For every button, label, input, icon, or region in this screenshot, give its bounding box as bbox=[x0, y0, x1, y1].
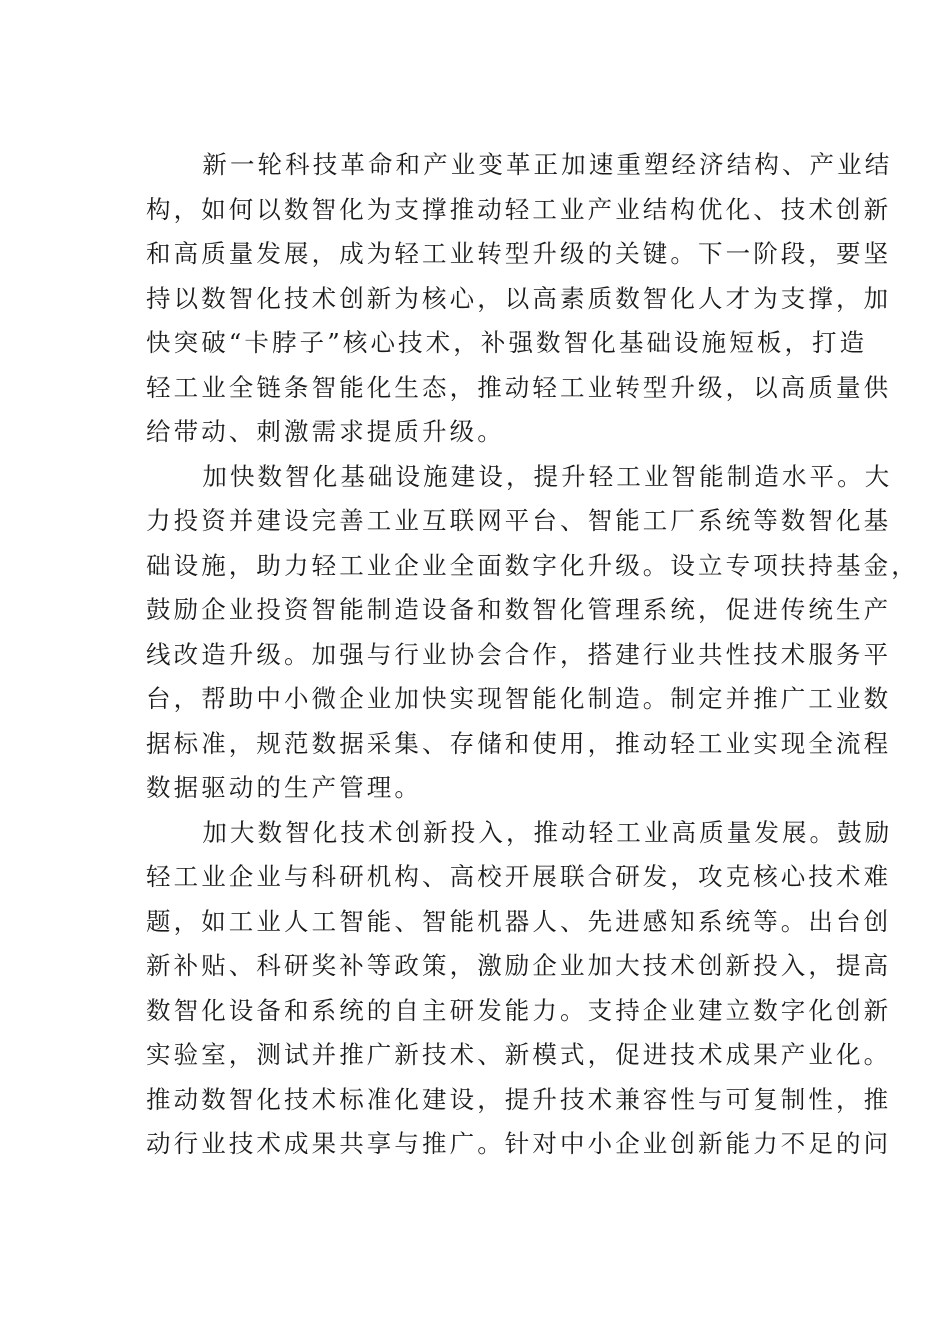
paragraph-line: 题，如工业人工智能、智能机器人、先进感知系统等。出台创 bbox=[146, 906, 892, 936]
paragraph-line: 持以数智化技术创新为核心，以高素质数智化人才为支撑，加 bbox=[146, 283, 892, 313]
paragraph-line: 据标准，规范数据采集、存储和使用，推动轻工业实现全流程 bbox=[146, 728, 892, 758]
paragraph-2 bbox=[146, 455, 919, 811]
paragraph-3 bbox=[146, 811, 893, 1167]
document-body bbox=[146, 143, 919, 1167]
paragraph-line: 动行业技术成果共享与推广。针对中小企业创新能力不足的问 bbox=[146, 1129, 892, 1158]
paragraph-line: 数智化设备和系统的自主研发能力。支持企业建立数字化创新 bbox=[146, 995, 892, 1025]
paragraph-line: 力投资并建设完善工业互联网平台、智能工厂系统等数智化基 bbox=[146, 506, 892, 535]
paragraph-line: 快突破“卡脖子”核心技术，补强数智化基础设施短板，打造 bbox=[146, 328, 868, 357]
paragraph-line: 加大数智化技术创新投入，推动轻工业高质量发展。鼓励 bbox=[202, 817, 893, 847]
paragraph-line: 轻工业全链条智能化生态，推动轻工业转型升级，以高质量供 bbox=[146, 372, 892, 402]
paragraph-line: 轻工业企业与科研机构、高校开展联合研发，攻克核心技术难 bbox=[146, 862, 892, 891]
paragraph-line: 构，如何以数智化为支撑推动轻工业产业结构优化、技术创新 bbox=[146, 194, 892, 224]
paragraph-line: 和高质量发展，成为轻工业转型升级的关键。下一阶段，要坚 bbox=[146, 239, 892, 268]
paragraph-line: 鼓励企业投资智能制造设备和数智化管理系统，促进传统生产 bbox=[146, 595, 892, 624]
paragraph-line: 础设施，助力轻工业企业全面数字化升级。设立专项扶持基金， bbox=[146, 550, 919, 580]
paragraph-line: 新补贴、科研奖补等政策，激励企业加大技术创新投入，提高 bbox=[146, 951, 892, 980]
paragraph-line: 线改造升级。加强与行业协会合作，搭建行业共性技术服务平 bbox=[146, 639, 892, 669]
paragraph-line: 新一轮科技革命和产业变革正加速重塑经济结构、产业结 bbox=[202, 150, 893, 179]
paragraph-line: 台，帮助中小微企业加快实现智能化制造。制定并推广工业数 bbox=[146, 684, 892, 713]
paragraph-line: 推动数智化技术标准化建设，提升技术兼容性与可复制性，推 bbox=[146, 1084, 892, 1114]
paragraph-line: 实验室，测试并推广新技术、新模式，促进技术成果产业化。 bbox=[146, 1040, 892, 1069]
paragraph-line: 加快数智化基础设施建设，提升轻工业智能制造水平。大 bbox=[202, 461, 893, 491]
paragraph-line: 数据驱动的生产管理。 bbox=[146, 773, 422, 802]
paragraph-line: 给带动、刺激需求提质升级。 bbox=[146, 417, 505, 446]
paragraph-1 bbox=[146, 143, 893, 455]
